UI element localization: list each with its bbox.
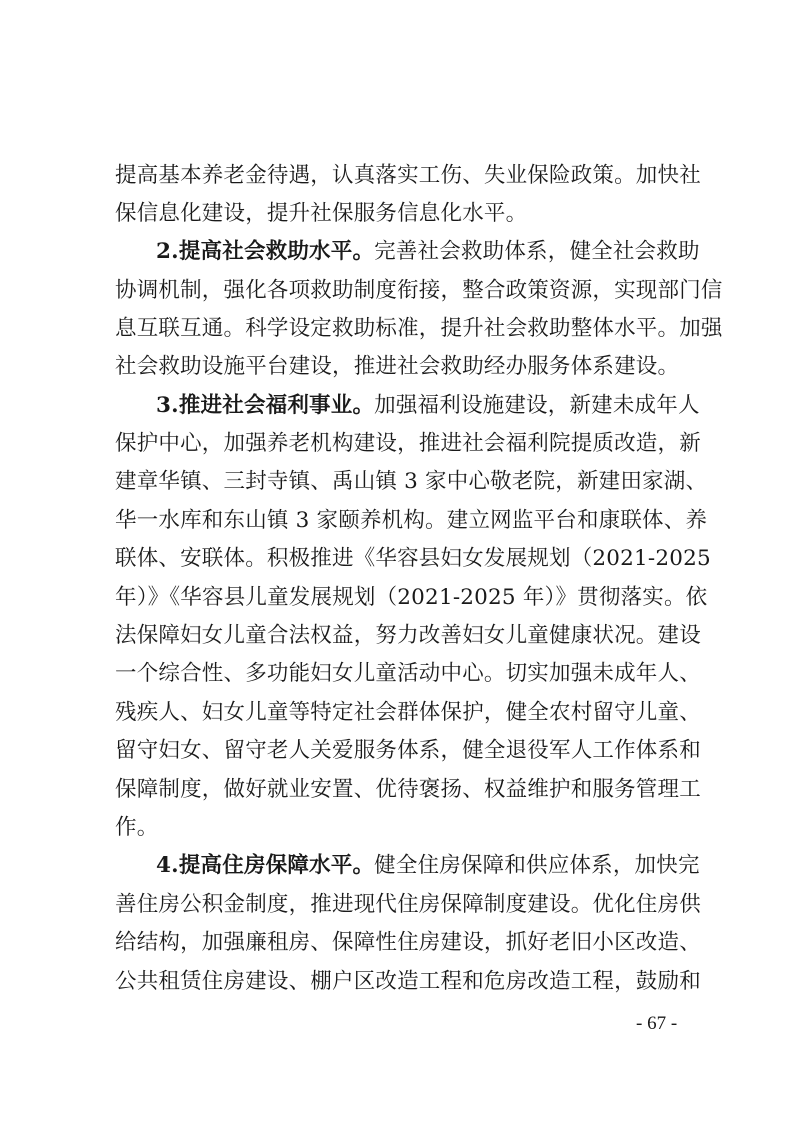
paragraph-4-line-2: 善住房公积金制度，推进现代住房保障制度建设。优化住房供 — [115, 892, 701, 917]
paragraph-3-line-8: 一个综合性、多功能妇女儿童活动中心。切实加强未成年人、 — [115, 661, 701, 686]
paragraph-4-text: 健全住房保障和供应体系，加快完 — [374, 853, 700, 878]
paragraph-2-line-4: 社会救助设施平台建设，推进社会救助经办服务体系建设。 — [115, 354, 680, 379]
paragraph-3-line-11: 保障制度，做好就业安置、优待褒扬、权益维护和服务管理工 — [115, 777, 701, 802]
paragraph-1-line-1: 提高基本养老金待遇，认真落实工伤、失业保险政策。加快社 — [115, 163, 701, 188]
paragraph-2-text: 完善社会救助体系，健全社会救助 — [374, 239, 700, 264]
paragraph-2-line-1 — [156, 234, 726, 270]
paragraph-3-line-7: 法保障妇女儿童合法权益，努力改善妇女儿童健康状况。建设 — [115, 623, 701, 648]
paragraph-3-line-1 — [156, 388, 726, 424]
paragraph-3-text: 加强福利设施建设，新建未成年人 — [374, 393, 700, 418]
paragraph-4-line-3: 给结构，加强廉租房、保障性住房建设，抓好老旧小区改造、 — [115, 930, 701, 955]
paragraph-2-heading: 2.提高社会救助水平。 — [156, 239, 375, 264]
paragraph-4-line-4: 公共租赁住房建设、棚户区改造工程和危房改造工程，鼓励和 — [115, 969, 701, 994]
paragraph-4-heading: 4.提高住房保障水平。 — [156, 853, 375, 878]
paragraph-3-line-9: 残疾人、妇女儿童等特定社会群体保护，健全农村留守儿童、 — [115, 700, 701, 725]
paragraph-3-line-2: 保护中心，加强养老机构建设，推进社会福利院提质改造，新 — [115, 431, 701, 456]
paragraph-3-line-6: 年）》《华容县儿童发展规划（2021-2025 年）》贯彻落实。依 — [115, 585, 708, 610]
paragraph-3-line-5: 联体、安联体。积极推进《华容县妇女发展规划（2021-2025 — [115, 546, 711, 571]
paragraph-3-heading: 3.推进社会福利事业。 — [156, 393, 375, 418]
paragraph-3-line-10: 留守妇女、留守老人关爱服务体系，健全退役军人工作体系和 — [115, 738, 701, 763]
page-number: - 67 - — [636, 1013, 678, 1034]
paragraph-2-line-3: 息互联互通。科学设定救助标准，提升社会救助整体水平。加强 — [115, 316, 723, 341]
paragraph-1-line-2: 保信息化建设，提升社保服务信息化水平。 — [115, 201, 528, 226]
paragraph-3-line-3: 建章华镇、三封寺镇、禹山镇 3 家中心敬老院，新建田家湖、 — [115, 469, 708, 494]
paragraph-2-line-2: 协调机制，强化各项救助制度衔接，整合政策资源，实现部门信 — [115, 278, 723, 303]
paragraph-3-line-12: 作。 — [115, 815, 159, 840]
paragraph-4-line-1 — [156, 848, 726, 884]
paragraph-3-line-4: 华一水库和东山镇 3 家颐养机构。建立网监平台和康联体、养 — [115, 508, 708, 533]
